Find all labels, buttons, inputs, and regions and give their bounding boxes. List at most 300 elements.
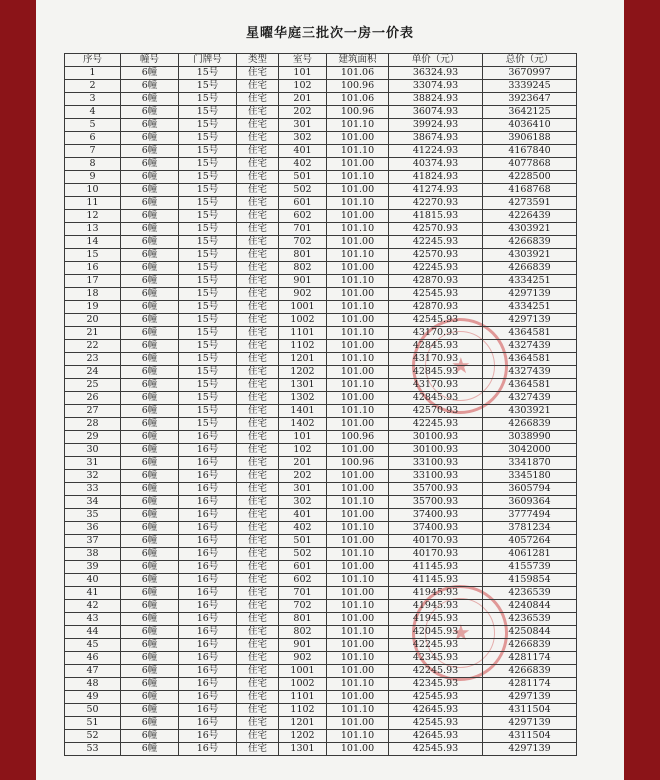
cell-unit-price: 41824.93: [389, 171, 483, 184]
cell-door-number: 15号: [179, 145, 237, 158]
cell-room: 1302: [279, 392, 327, 405]
header-area: 建筑面积: [327, 54, 389, 67]
cell-type: 住宅: [237, 652, 279, 665]
cell-room: 601: [279, 561, 327, 574]
table-row: [65, 483, 577, 496]
cell-room: 1402: [279, 418, 327, 431]
cell-room: 401: [279, 509, 327, 522]
cell-unit-price: 37400.93: [389, 509, 483, 522]
cell-room: 1202: [279, 366, 327, 379]
cell-serial: 30: [65, 444, 121, 457]
cell-area: 101.00: [327, 509, 389, 522]
cell-serial: 22: [65, 340, 121, 353]
cell-building: 6幢: [121, 548, 179, 561]
cell-serial: 27: [65, 405, 121, 418]
cell-serial: 7: [65, 145, 121, 158]
cell-building: 6幢: [121, 626, 179, 639]
cell-area: 101.00: [327, 639, 389, 652]
header-unit-price: 单价（元）: [389, 54, 483, 67]
header-room: 室号: [279, 54, 327, 67]
cell-area: 101.10: [327, 600, 389, 613]
cell-total-price: 4228500: [483, 171, 577, 184]
cell-serial: 11: [65, 197, 121, 210]
cell-serial: 8: [65, 158, 121, 171]
cell-room: 702: [279, 600, 327, 613]
cell-type: 住宅: [237, 353, 279, 366]
cell-type: 住宅: [237, 145, 279, 158]
cell-type: 住宅: [237, 678, 279, 691]
cell-type: 住宅: [237, 509, 279, 522]
table-row: [65, 639, 577, 652]
cell-type: 住宅: [237, 288, 279, 301]
cell-serial: 2: [65, 80, 121, 93]
cell-type: 住宅: [237, 444, 279, 457]
cell-door-number: 15号: [179, 210, 237, 223]
table-row: [65, 535, 577, 548]
cell-total-price: 4364581: [483, 353, 577, 366]
cell-total-price: 4297139: [483, 314, 577, 327]
cell-total-price: 4273591: [483, 197, 577, 210]
cell-door-number: 15号: [179, 223, 237, 236]
cell-total-price: 4327439: [483, 340, 577, 353]
cell-door-number: 15号: [179, 119, 237, 132]
cell-total-price: 4266839: [483, 639, 577, 652]
cell-door-number: 16号: [179, 678, 237, 691]
cell-unit-price: 42545.93: [389, 717, 483, 730]
cell-unit-price: 42345.93: [389, 652, 483, 665]
cell-room: 201: [279, 93, 327, 106]
cell-building: 6幢: [121, 210, 179, 223]
cell-serial: 23: [65, 353, 121, 366]
cell-total-price: 4297139: [483, 691, 577, 704]
cell-building: 6幢: [121, 392, 179, 405]
cell-serial: 10: [65, 184, 121, 197]
cell-type: 住宅: [237, 483, 279, 496]
table-header-row: [65, 54, 577, 67]
header-building: 幢号: [121, 54, 179, 67]
cell-area: 101.10: [327, 379, 389, 392]
cell-room: 801: [279, 249, 327, 262]
cell-door-number: 16号: [179, 535, 237, 548]
cell-room: 102: [279, 80, 327, 93]
cell-type: 住宅: [237, 340, 279, 353]
cell-total-price: 4281174: [483, 678, 577, 691]
cell-unit-price: 43170.93: [389, 353, 483, 366]
cell-serial: 17: [65, 275, 121, 288]
cell-total-price: 4036410: [483, 119, 577, 132]
cell-area: 101.10: [327, 730, 389, 743]
cell-serial: 31: [65, 457, 121, 470]
cell-door-number: 15号: [179, 132, 237, 145]
cell-door-number: 16号: [179, 561, 237, 574]
cell-building: 6幢: [121, 327, 179, 340]
cell-type: 住宅: [237, 587, 279, 600]
table-row: [65, 548, 577, 561]
cell-unit-price: 40170.93: [389, 548, 483, 561]
cell-area: 101.00: [327, 743, 389, 756]
cell-total-price: 3906188: [483, 132, 577, 145]
cell-building: 6幢: [121, 262, 179, 275]
cell-unit-price: 33100.93: [389, 470, 483, 483]
cell-type: 住宅: [237, 665, 279, 678]
cell-unit-price: 30100.93: [389, 431, 483, 444]
cell-total-price: 4266839: [483, 418, 577, 431]
cell-room: 502: [279, 184, 327, 197]
table-row: [65, 691, 577, 704]
cell-area: 101.06: [327, 93, 389, 106]
cell-total-price: 4159854: [483, 574, 577, 587]
cell-area: 101.10: [327, 119, 389, 132]
cell-unit-price: 36074.93: [389, 106, 483, 119]
cell-total-price: 4311504: [483, 704, 577, 717]
cell-area: 101.00: [327, 184, 389, 197]
cell-total-price: 3341870: [483, 457, 577, 470]
cell-building: 6幢: [121, 665, 179, 678]
cell-area: 101.00: [327, 717, 389, 730]
cell-building: 6幢: [121, 717, 179, 730]
cell-room: 701: [279, 587, 327, 600]
table-row: [65, 522, 577, 535]
cell-unit-price: 42645.93: [389, 730, 483, 743]
cell-serial: 38: [65, 548, 121, 561]
cell-building: 6幢: [121, 704, 179, 717]
cell-building: 6幢: [121, 613, 179, 626]
cell-building: 6幢: [121, 535, 179, 548]
cell-total-price: 3345180: [483, 470, 577, 483]
table-row: [65, 366, 577, 379]
cell-area: 101.00: [327, 132, 389, 145]
cell-area: 101.10: [327, 249, 389, 262]
cell-total-price: 4327439: [483, 392, 577, 405]
table-row: [65, 171, 577, 184]
cell-total-price: 4266839: [483, 262, 577, 275]
cell-building: 6幢: [121, 236, 179, 249]
table-row: [65, 67, 577, 80]
table-row: [65, 613, 577, 626]
cell-area: 101.10: [327, 496, 389, 509]
table-row: [65, 197, 577, 210]
cell-door-number: 15号: [179, 405, 237, 418]
cell-room: 1102: [279, 340, 327, 353]
cell-building: 6幢: [121, 639, 179, 652]
cell-type: 住宅: [237, 314, 279, 327]
price-table: [64, 53, 577, 756]
cell-room: 901: [279, 639, 327, 652]
cell-building: 6幢: [121, 80, 179, 93]
cell-unit-price: 36324.93: [389, 67, 483, 80]
cell-door-number: 16号: [179, 613, 237, 626]
cell-total-price: 4226439: [483, 210, 577, 223]
cell-total-price: 3605794: [483, 483, 577, 496]
cell-room: 602: [279, 210, 327, 223]
cell-type: 住宅: [237, 80, 279, 93]
cell-door-number: 16号: [179, 652, 237, 665]
cell-type: 住宅: [237, 535, 279, 548]
cell-building: 6幢: [121, 652, 179, 665]
cell-unit-price: 42545.93: [389, 743, 483, 756]
cell-door-number: 15号: [179, 171, 237, 184]
table-row: [65, 678, 577, 691]
cell-building: 6幢: [121, 366, 179, 379]
cell-unit-price: 38824.93: [389, 93, 483, 106]
cell-room: 502: [279, 548, 327, 561]
cell-door-number: 15号: [179, 236, 237, 249]
cell-total-price: 3777494: [483, 509, 577, 522]
cell-room: 301: [279, 483, 327, 496]
cell-door-number: 15号: [179, 93, 237, 106]
table-row: [65, 509, 577, 522]
cell-area: 101.00: [327, 392, 389, 405]
cell-unit-price: 35700.93: [389, 483, 483, 496]
cell-area: 101.10: [327, 704, 389, 717]
cell-room: 1202: [279, 730, 327, 743]
cell-unit-price: 41145.93: [389, 561, 483, 574]
table-row: [65, 457, 577, 470]
cell-building: 6幢: [121, 457, 179, 470]
cell-building: 6幢: [121, 561, 179, 574]
cell-building: 6幢: [121, 275, 179, 288]
cell-type: 住宅: [237, 67, 279, 80]
cell-area: 100.96: [327, 80, 389, 93]
cell-unit-price: 42545.93: [389, 314, 483, 327]
cell-total-price: 4266839: [483, 665, 577, 678]
cell-door-number: 15号: [179, 366, 237, 379]
cell-serial: 3: [65, 93, 121, 106]
cell-door-number: 16号: [179, 470, 237, 483]
cell-building: 6幢: [121, 509, 179, 522]
cell-unit-price: 42545.93: [389, 288, 483, 301]
cell-room: 102: [279, 444, 327, 457]
cell-door-number: 16号: [179, 626, 237, 639]
cell-area: 101.10: [327, 275, 389, 288]
cell-unit-price: 42570.93: [389, 249, 483, 262]
cell-door-number: 16号: [179, 743, 237, 756]
cell-building: 6幢: [121, 743, 179, 756]
table-row: [65, 314, 577, 327]
cell-type: 住宅: [237, 249, 279, 262]
cell-area: 101.00: [327, 587, 389, 600]
cell-building: 6幢: [121, 106, 179, 119]
cell-area: 100.96: [327, 457, 389, 470]
cell-type: 住宅: [237, 301, 279, 314]
cell-door-number: 15号: [179, 184, 237, 197]
cell-serial: 53: [65, 743, 121, 756]
cell-unit-price: 42845.93: [389, 392, 483, 405]
cell-room: 702: [279, 236, 327, 249]
cell-unit-price: 43170.93: [389, 327, 483, 340]
cell-area: 101.00: [327, 340, 389, 353]
cell-type: 住宅: [237, 600, 279, 613]
table-row: [65, 717, 577, 730]
cell-building: 6幢: [121, 301, 179, 314]
cell-unit-price: 42045.93: [389, 626, 483, 639]
table-row: [65, 665, 577, 678]
cell-area: 101.10: [327, 327, 389, 340]
cell-serial: 51: [65, 717, 121, 730]
cell-type: 住宅: [237, 392, 279, 405]
cell-total-price: 4297139: [483, 717, 577, 730]
cell-total-price: 4240844: [483, 600, 577, 613]
cell-unit-price: 42870.93: [389, 301, 483, 314]
cell-total-price: 4297139: [483, 743, 577, 756]
cell-unit-price: 41224.93: [389, 145, 483, 158]
cell-serial: 32: [65, 470, 121, 483]
cell-area: 101.10: [327, 405, 389, 418]
cell-area: 101.10: [327, 197, 389, 210]
cell-unit-price: 40170.93: [389, 535, 483, 548]
cell-serial: 28: [65, 418, 121, 431]
cell-unit-price: 42245.93: [389, 639, 483, 652]
table-row: [65, 327, 577, 340]
cell-serial: 26: [65, 392, 121, 405]
cell-room: 1101: [279, 691, 327, 704]
cell-total-price: 4057264: [483, 535, 577, 548]
table-row: [65, 743, 577, 756]
cell-room: 402: [279, 522, 327, 535]
cell-unit-price: 42245.93: [389, 262, 483, 275]
cell-serial: 46: [65, 652, 121, 665]
cell-door-number: 15号: [179, 80, 237, 93]
cell-serial: 41: [65, 587, 121, 600]
cell-unit-price: 37400.93: [389, 522, 483, 535]
cell-serial: 14: [65, 236, 121, 249]
cell-area: 101.00: [327, 236, 389, 249]
cell-total-price: 3642125: [483, 106, 577, 119]
cell-room: 202: [279, 470, 327, 483]
cell-building: 6幢: [121, 249, 179, 262]
cell-unit-price: 42245.93: [389, 236, 483, 249]
cell-building: 6幢: [121, 197, 179, 210]
cell-serial: 5: [65, 119, 121, 132]
cell-building: 6幢: [121, 93, 179, 106]
cell-building: 6幢: [121, 340, 179, 353]
cell-total-price: 4155739: [483, 561, 577, 574]
cell-unit-price: 41945.93: [389, 600, 483, 613]
cell-building: 6幢: [121, 145, 179, 158]
cell-door-number: 15号: [179, 158, 237, 171]
table-row: [65, 405, 577, 418]
cell-room: 802: [279, 626, 327, 639]
cell-type: 住宅: [237, 132, 279, 145]
cell-serial: 29: [65, 431, 121, 444]
cell-room: 802: [279, 262, 327, 275]
cell-door-number: 16号: [179, 574, 237, 587]
cell-building: 6幢: [121, 600, 179, 613]
cell-door-number: 15号: [179, 106, 237, 119]
cell-unit-price: 35700.93: [389, 496, 483, 509]
cell-type: 住宅: [237, 119, 279, 132]
cell-serial: 43: [65, 613, 121, 626]
cell-door-number: 15号: [179, 379, 237, 392]
cell-serial: 4: [65, 106, 121, 119]
table-row: [65, 301, 577, 314]
cell-room: 1002: [279, 314, 327, 327]
cell-building: 6幢: [121, 184, 179, 197]
cell-type: 住宅: [237, 548, 279, 561]
cell-door-number: 16号: [179, 639, 237, 652]
table-row: [65, 652, 577, 665]
cell-serial: 52: [65, 730, 121, 743]
cell-room: 901: [279, 275, 327, 288]
cell-door-number: 16号: [179, 691, 237, 704]
cell-building: 6幢: [121, 171, 179, 184]
cell-type: 住宅: [237, 561, 279, 574]
cell-door-number: 16号: [179, 665, 237, 678]
cell-room: 1001: [279, 301, 327, 314]
company-seal-stamp: ★: [412, 318, 508, 414]
cell-total-price: 4077868: [483, 158, 577, 171]
cell-door-number: 15号: [179, 353, 237, 366]
cell-building: 6幢: [121, 379, 179, 392]
cell-building: 6幢: [121, 678, 179, 691]
cell-door-number: 15号: [179, 275, 237, 288]
cell-building: 6幢: [121, 405, 179, 418]
cell-door-number: 15号: [179, 67, 237, 80]
cell-serial: 21: [65, 327, 121, 340]
cell-type: 住宅: [237, 223, 279, 236]
cell-serial: 24: [65, 366, 121, 379]
cell-type: 住宅: [237, 730, 279, 743]
header-door-number: 门牌号: [179, 54, 237, 67]
cell-area: 101.10: [327, 353, 389, 366]
cell-area: 101.10: [327, 522, 389, 535]
table-row: [65, 223, 577, 236]
cell-total-price: 3038990: [483, 431, 577, 444]
cell-unit-price: 43170.93: [389, 379, 483, 392]
table-row: [65, 431, 577, 444]
cell-room: 1301: [279, 379, 327, 392]
cell-building: 6幢: [121, 470, 179, 483]
cell-area: 101.00: [327, 665, 389, 678]
cell-area: 101.00: [327, 561, 389, 574]
cell-serial: 25: [65, 379, 121, 392]
cell-unit-price: 42570.93: [389, 405, 483, 418]
cell-area: 100.96: [327, 431, 389, 444]
cell-serial: 6: [65, 132, 121, 145]
cell-room: 1401: [279, 405, 327, 418]
table-row: [65, 704, 577, 717]
cell-type: 住宅: [237, 106, 279, 119]
cell-door-number: 15号: [179, 262, 237, 275]
table-row: [65, 626, 577, 639]
table-row: [65, 93, 577, 106]
cell-total-price: 4236539: [483, 613, 577, 626]
cell-door-number: 15号: [179, 249, 237, 262]
cell-room: 602: [279, 574, 327, 587]
cell-serial: 39: [65, 561, 121, 574]
cell-room: 501: [279, 535, 327, 548]
cell-room: 501: [279, 171, 327, 184]
cell-serial: 40: [65, 574, 121, 587]
table-row: [65, 249, 577, 262]
cell-type: 住宅: [237, 327, 279, 340]
table-row: [65, 392, 577, 405]
cell-door-number: 15号: [179, 418, 237, 431]
table-row: [65, 496, 577, 509]
cell-door-number: 16号: [179, 431, 237, 444]
cell-type: 住宅: [237, 743, 279, 756]
cell-total-price: 3781234: [483, 522, 577, 535]
cell-total-price: 4334251: [483, 301, 577, 314]
cell-total-price: 4327439: [483, 366, 577, 379]
cell-type: 住宅: [237, 626, 279, 639]
cell-unit-price: 42245.93: [389, 665, 483, 678]
cell-area: 101.00: [327, 483, 389, 496]
cell-door-number: 16号: [179, 444, 237, 457]
cell-type: 住宅: [237, 496, 279, 509]
table-row: [65, 236, 577, 249]
cell-serial: 13: [65, 223, 121, 236]
